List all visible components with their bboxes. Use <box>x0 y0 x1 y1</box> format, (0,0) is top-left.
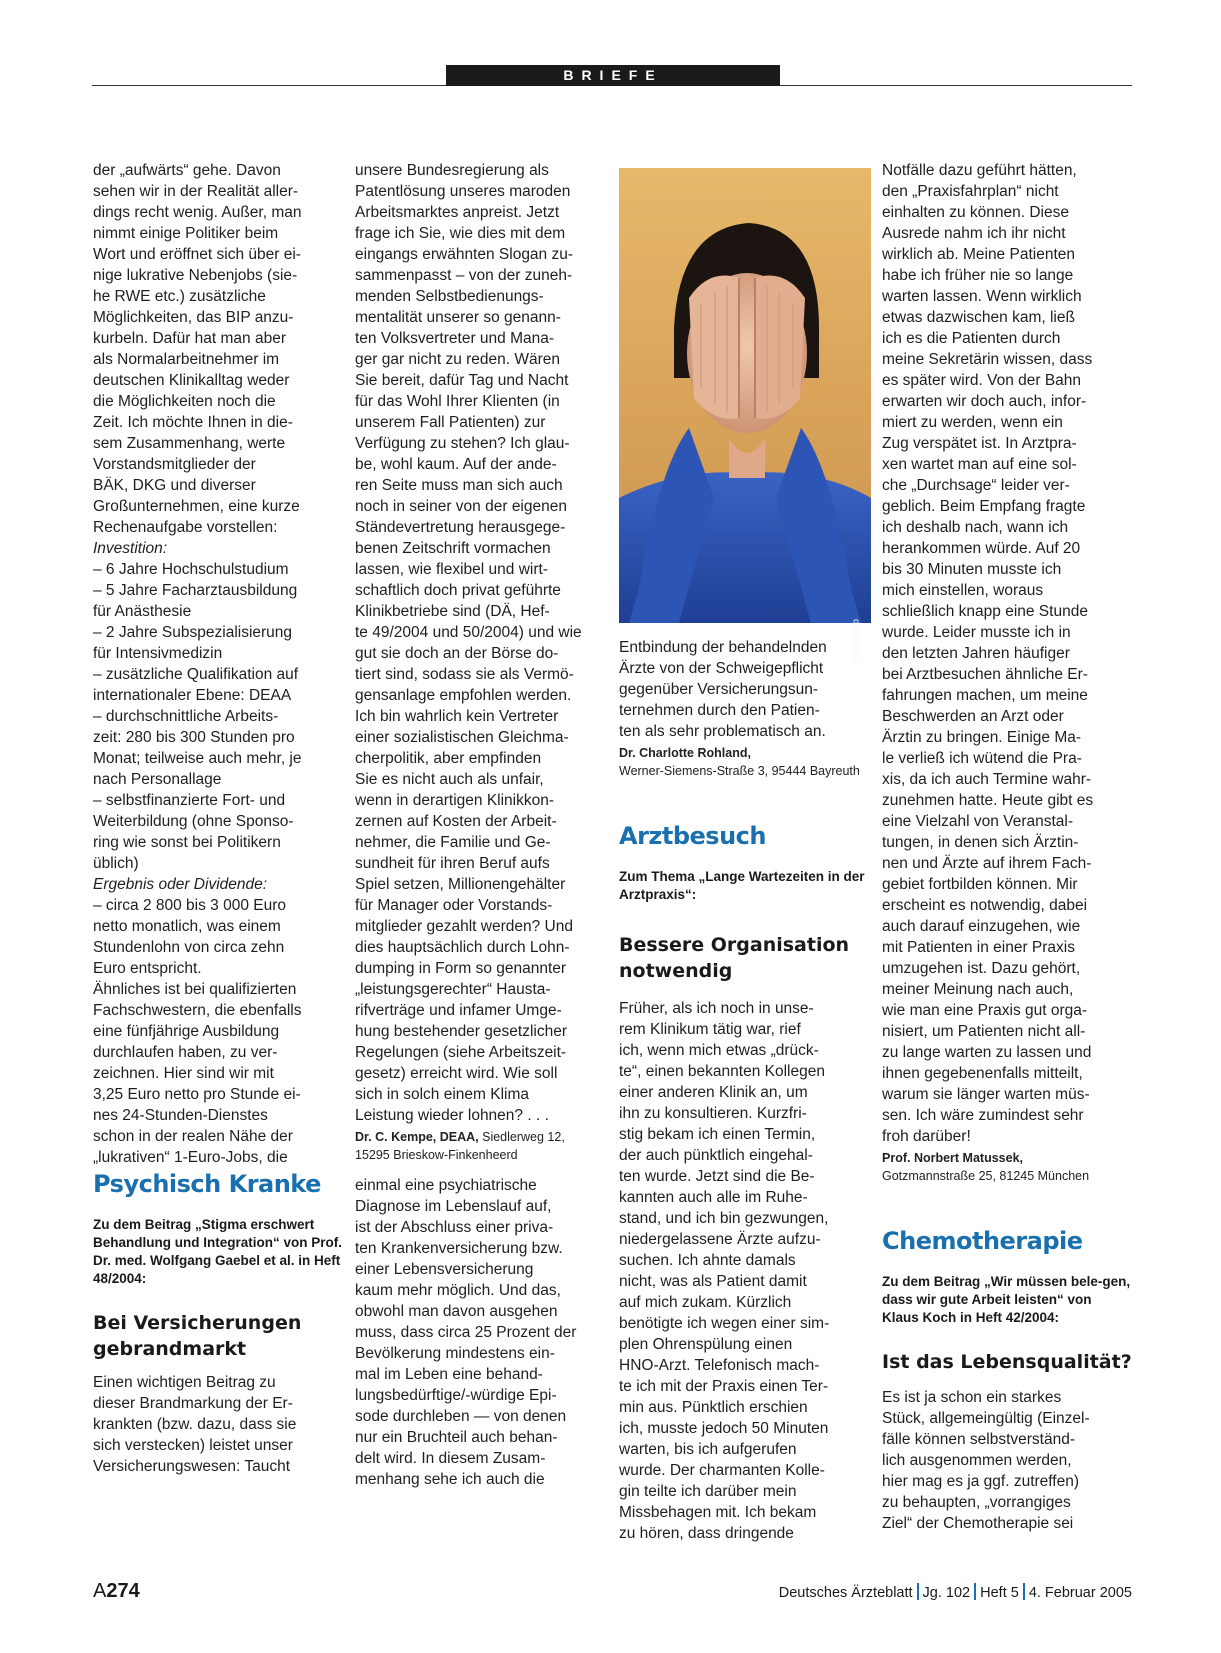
letter-col2 <box>355 160 605 1164</box>
text-line: kurbeln. Dafür hat man aber <box>93 330 286 347</box>
signature-address: Siedlerweg 12, <box>478 1130 565 1144</box>
text-line: noch in seiner von der eigenen <box>355 498 567 515</box>
investition-list <box>93 559 343 874</box>
text-line: Rechenaufgabe vorstellen: <box>93 519 278 536</box>
letter-headline: Bei Versicherungen gebrandmarkt <box>93 1312 302 1360</box>
covering-face-illustration <box>619 168 871 623</box>
text-line: dumping in Form so genannter <box>355 960 567 977</box>
text-line: deutschen Klinikalltag weder <box>93 372 290 389</box>
text-line: te ich mit der Praxis einen Ter- <box>619 1378 829 1395</box>
letter-headline: Bessere Organisation notwendig <box>619 934 850 982</box>
text-line: Sie bereit, dafür Tag und Nacht <box>355 372 569 389</box>
section-title-psychisch-kranke: Psychisch Kranke <box>93 1170 321 1198</box>
text-line: mich einstellen, woraus <box>882 582 1044 599</box>
text-line: miert zu werden, wenn ein <box>882 414 1063 431</box>
separator <box>974 1583 976 1600</box>
text-line: etwas dazwischen kam, ließ <box>882 309 1075 326</box>
text-line: froh darüber! <box>882 1128 971 1145</box>
text-line: – circa 2 800 bis 3 000 Euro <box>93 897 287 914</box>
text-line: Zug verspätet ist. In Arztpra- <box>882 435 1077 452</box>
journal-issue: Heft 5 <box>980 1585 1019 1601</box>
ergebnis-label: Ergebnis oder Dividende: <box>93 876 268 893</box>
letter-col1 <box>93 160 343 1168</box>
text-line: – 2 Jahre Subspezialisierung <box>93 624 293 641</box>
text-line: Ähnliches ist bei qualifizierten <box>93 981 297 998</box>
text-line: benötigte ich wegen einer sim- <box>619 1315 830 1332</box>
text-line: Ärztin zu bringen. Einige Ma- <box>882 729 1082 746</box>
text-line: delt wird. In diesem Zusam- <box>355 1450 546 1467</box>
text-line: Bevölkerung mindestens ein- <box>355 1345 555 1362</box>
col3-body <box>619 637 871 742</box>
text-line: Ständevertretung herausgege- <box>355 519 566 536</box>
text-line: sem Zusammenhang, werte <box>93 435 286 452</box>
text-line: dings recht wenig. Außer, man <box>93 204 302 221</box>
text-line: sich in solch einem Klima <box>355 1086 530 1103</box>
text-line: xen wartet man auf eine sol- <box>882 456 1077 473</box>
text-line: mitglieder gezahlt werden? Und <box>355 918 573 935</box>
text-line: gesetz) erreicht wird. Wie soll <box>355 1065 558 1082</box>
letter-col3 <box>619 637 871 1544</box>
text-line: benen Zeitschrift vormachen <box>355 540 551 557</box>
text-line: erscheint es notwendig, dabei <box>882 897 1088 914</box>
text-line: ist der Abschluss einer priva- <box>355 1219 554 1236</box>
text-line: einhalten zu können. Diese <box>882 204 1069 221</box>
text-line: es später wird. Von der Bahn <box>882 372 1082 389</box>
text-line: sehen wir in der Realität aller- <box>93 183 299 200</box>
text-line: eingangs erwähnten Slogan zu- <box>355 246 574 263</box>
text-line: sode durchleben — von denen <box>355 1408 567 1425</box>
text-line: Ärzte von der Schweigepflicht <box>619 660 824 677</box>
text-line: menhang sehe ich auch die <box>355 1471 545 1488</box>
text-line: Großunternehmen, eine kurze <box>93 498 300 515</box>
signature-kempe <box>355 1128 605 1146</box>
text-line: als Normalarbeitnehmer im <box>93 351 280 368</box>
text-line: gegenüber Versicherungsun- <box>619 681 819 698</box>
text-line: durchlaufen haben, zu ver- <box>93 1044 278 1061</box>
letter-headline: Ist das Lebensqualität? <box>882 1351 1132 1373</box>
text-line: niedergelassene Ärzte aufzu- <box>619 1231 821 1248</box>
text-line: Missbehagen mit. Ich bekam <box>619 1504 817 1521</box>
letter-body <box>93 1372 343 1477</box>
text-line: nen und Ärzte auf ihrem Fach- <box>882 855 1092 872</box>
text-line: min aus. Pünktlich erschien <box>619 1399 808 1416</box>
text-line: lungsbedürftige/-würdige Epi- <box>355 1387 557 1404</box>
letter-body <box>619 998 871 1544</box>
text-line: für Anästhesie <box>93 603 192 620</box>
text-line: – 6 Jahre Hochschulstudium <box>93 561 289 578</box>
text-line: geblich. Beim Empfang fragte <box>882 498 1086 515</box>
text-line: ihnen gegebenenfalls mitteilt, <box>882 1065 1083 1082</box>
text-line: Diagnose im Lebenslauf auf, <box>355 1198 552 1215</box>
section-title-arztbesuch: Arztbesuch <box>619 822 766 850</box>
text-line: erwarten wir doch auch, infor- <box>882 393 1087 410</box>
signature-address: Werner-Siemens-Straße 3, 95444 Bayreuth <box>619 764 860 778</box>
text-line: ren Seite muss man sich auch <box>355 477 563 494</box>
letter-col4 <box>882 160 1132 1534</box>
text-line: zu lange warten zu lassen und <box>882 1044 1092 1061</box>
text-line: ternehmen durch den Patien- <box>619 702 820 719</box>
separator <box>917 1583 919 1600</box>
text-line: ten Krankenversicherung bzw. <box>355 1240 563 1257</box>
text-line: rifverträge und infamer Umge- <box>355 1002 562 1019</box>
text-line: mentalität unserer so genann- <box>355 309 561 326</box>
text-line: Vorstandsmitglieder der <box>93 456 256 473</box>
letter-body <box>882 1387 1132 1534</box>
text-line: – zusätzliche Qualifikation auf <box>93 666 299 683</box>
signature-name: Dr. C. Kempe, DEAA, <box>355 1130 479 1144</box>
text-line: zernen auf Kosten der Arbeit- <box>355 813 557 830</box>
col1-body <box>93 160 343 538</box>
text-line: sammenpasst – von der zuneh- <box>355 267 573 284</box>
text-line: hier mag es ja ggf. zutreffen) <box>882 1473 1080 1490</box>
text-line: eine fünfjährige Ausbildung <box>93 1023 280 1040</box>
section-intro: Zum Thema „Lange Wartezeiten in der Arztpraxis“: <box>619 869 865 902</box>
text-line: wurde. Leider musste ich in <box>882 624 1071 641</box>
text-line: Zeit. Ich möchte Ihnen in die- <box>93 414 293 431</box>
text-line: dies hauptsächlich durch Lohn- <box>355 939 570 956</box>
text-line: ten Volksvertreter und Mana- <box>355 330 555 347</box>
text-line: wie man eine Praxis gut orga- <box>882 1002 1088 1019</box>
text-line: gensanlage empfohlen werden. <box>355 687 572 704</box>
signature-address: Gotzmannstraße 25, 81245 München <box>882 1169 1090 1183</box>
text-line: eine Vielzahl von Veranstal- <box>882 813 1074 830</box>
text-line: schließlich knapp eine Stunde <box>882 603 1088 620</box>
text-line: ich, wenn mich etwas „drück- <box>619 1042 819 1059</box>
journal-date: 4. Februar 2005 <box>1028 1585 1132 1601</box>
text-line: BÄK, DKG und diverser <box>93 477 256 494</box>
text-line: warten lassen. Wenn wirklich <box>882 288 1082 305</box>
text-line: nes 24-Stunden-Dienstes <box>93 1107 268 1124</box>
text-line: xis, da ich auch Termine wahr- <box>882 771 1092 788</box>
text-line: sundheit für ihren Beruf aufs <box>355 855 550 872</box>
text-line: Fachschwestern, die ebenfalls <box>93 1002 302 1019</box>
text-line: Ich bin wahrlich kein Vertreter <box>355 708 559 725</box>
col2-bottom-body <box>355 1175 605 1490</box>
text-line: kannten auch alle im Ruhe- <box>619 1189 808 1206</box>
text-line: gin teilte ich darüber mein <box>619 1483 797 1500</box>
text-line: umzugehen ist. Dazu gehört, <box>882 960 1081 977</box>
text-line: – 5 Jahre Facharztausbildung <box>93 582 298 599</box>
text-line: Einen wichtigen Beitrag zu <box>93 1374 276 1391</box>
text-line: sen. Ich wäre zumindest sehr <box>882 1107 1084 1124</box>
col4-body <box>882 160 1132 1147</box>
text-line: ich deshalb nach, wann ich <box>882 519 1069 536</box>
signature-rohland <box>619 744 871 762</box>
text-line: Wort und eröffnet sich über ei- <box>93 246 301 263</box>
text-line: bei Arztbesuchen ähnliche Er- <box>882 666 1088 683</box>
text-line: Arbeitsmarktes anpreist. Jetzt <box>355 204 560 221</box>
text-line: stand, und ich bin gezwungen, <box>619 1210 829 1227</box>
text-line: he RWE etc.) zusätzliche <box>93 288 266 305</box>
text-line: Leistung wieder lohnen? . . . <box>355 1107 549 1124</box>
text-line: nisiert, um Patienten nicht all- <box>882 1023 1086 1040</box>
text-line: den letzten Jahren häufiger <box>882 645 1070 662</box>
journal-name: Deutsches Ärzteblatt <box>778 1585 913 1601</box>
signature-address-line2: 15295 Brieskow-Finkenheerd <box>355 1148 518 1162</box>
text-line: bis 30 Minuten musste ich <box>882 561 1062 578</box>
text-line: – selbstfinanzierte Fort- und <box>93 792 286 809</box>
text-line: meine Sekretärin wissen, dass <box>882 351 1093 368</box>
text-line: lich ausgenommen werden, <box>882 1452 1072 1469</box>
text-line: fälle können selbstverständ- <box>882 1431 1076 1448</box>
section-psychisch-kranke <box>93 1170 343 1477</box>
text-line: für Intensivmedizin <box>93 645 223 662</box>
text-line: nach Personallage <box>93 771 222 788</box>
text-line: Monat; teilweise auch mehr, je <box>93 750 302 767</box>
col2-body <box>355 160 605 1126</box>
text-line: ring wie sonst bei Politikern <box>93 834 281 851</box>
text-line: zu hören, dass dringende <box>619 1525 794 1542</box>
text-line: muss, dass circa 25 Prozent der <box>355 1324 577 1341</box>
text-line: nicht, was als Patient damit <box>619 1273 807 1290</box>
text-line: internationaler Ebene: DEAA <box>93 687 292 704</box>
text-line: warum sie länger warten müs- <box>882 1086 1090 1103</box>
text-line: unserem Fall Patienten) zur <box>355 414 546 431</box>
text-line: habe ich früher nie so lange <box>882 267 1074 284</box>
text-line: einer sozialistischen Gleichma- <box>355 729 569 746</box>
journal-volume: Jg. 102 <box>922 1585 971 1601</box>
signature-name: Dr. Charlotte Rohland, <box>619 746 751 760</box>
text-line: Euro entspricht. <box>93 960 202 977</box>
text-line: te 49/2004 und 50/2004) und wie <box>355 624 582 641</box>
text-line: Patentlösung unseres maroden <box>355 183 571 200</box>
text-line: der auch pünktlich eingehal- <box>619 1147 813 1164</box>
text-line: wenn in derartigen Klinikkon- <box>355 792 555 809</box>
signature-name: Prof. Norbert Matussek, <box>882 1151 1024 1165</box>
text-line: tungen, in denen sich Ärztin- <box>882 834 1079 851</box>
journal-footer <box>779 1583 1132 1601</box>
text-line: ten als sehr problematisch an. <box>619 723 826 740</box>
text-line: Sie es nicht auch als unfair, <box>355 771 544 788</box>
text-line: den „Praxisfahrplan“ nicht <box>882 183 1059 200</box>
text-line: einer Lebensversicherung <box>355 1261 534 1278</box>
text-line: hung bestehender gesetzlicher <box>355 1023 567 1040</box>
text-line: zeichnen. Hier sind wir mit <box>93 1065 274 1082</box>
ergebnis-list <box>93 895 343 1168</box>
text-line: ich es die Patienten durch <box>882 330 1061 347</box>
text-line: nehmer, die Familie und Ge- <box>355 834 551 851</box>
signature-matussek <box>882 1149 1132 1167</box>
text-line: rem Klinikum tätig war, rief <box>619 1021 801 1038</box>
text-line: gut sie doch an der Börse do- <box>355 645 559 662</box>
text-line: Ziel“ der Chemotherapie sei <box>882 1515 1074 1532</box>
text-line: le verließ ich wütend die Pra- <box>882 750 1082 767</box>
section-intro: Zu dem Beitrag „Stigma erschwert Behandlung und Integration“ von Prof. Dr. med. Wolfgang Gaebel et al. in Heft 48/2004: <box>93 1217 342 1286</box>
text-line: Regelungen (siehe Arbeitszeit- <box>355 1044 567 1061</box>
text-line: lassen, wie flexibel und wirt- <box>355 561 548 578</box>
text-line: Stundenlohn von circa zehn <box>93 939 285 956</box>
text-line: che „Durchsage“ leider ver- <box>882 477 1070 494</box>
text-line: sich verstecken) leistet unser <box>93 1437 293 1454</box>
text-line: „lukrativen“ 1-Euro-Jobs, die <box>93 1149 288 1166</box>
text-line: schaftlich doch privat geführte <box>355 582 561 599</box>
text-line: ich, musste jedoch 50 Minuten <box>619 1420 829 1437</box>
text-line: üblich) <box>93 855 139 872</box>
text-line: mit Patienten in einer Praxis <box>882 939 1075 956</box>
text-line: Stück, allgemeingültig (Einzel- <box>882 1410 1090 1427</box>
text-line: cherpolitik, aber empfinden <box>355 750 542 767</box>
section-header: BRIEFE <box>446 65 780 86</box>
page-number-value: 274 <box>106 1580 140 1602</box>
text-line: Verfügung zu stehen? Ich glau- <box>355 435 570 452</box>
text-line: auch darauf einzugehen, wie <box>882 918 1081 935</box>
text-line: unsere Bundesregierung als <box>355 162 549 179</box>
separator <box>1023 1583 1025 1600</box>
section-intro: Zu dem Beitrag „Wir müssen bele-gen, dass wir gute Arbeit leisten“ von Klaus Koch in Heft 42/2004: <box>882 1274 1131 1325</box>
text-line: Beschwerden an Arzt oder <box>882 708 1064 725</box>
text-line: meiner Meinung nach auch, <box>882 981 1074 998</box>
text-line: krankten (bzw. dazu, dass sie <box>93 1416 297 1433</box>
text-line: frage ich Sie, wie dies mit dem <box>355 225 566 242</box>
text-line: zeit: 280 bis 300 Stunden pro <box>93 729 295 746</box>
text-line: tiert sind, sodass sie als Vermö- <box>355 666 574 683</box>
text-line: einmal eine psychiatrische <box>355 1177 537 1194</box>
text-line: Möglichkeiten, das BIP anzu- <box>93 309 294 326</box>
text-line: – durchschnittliche Arbeits- <box>93 708 279 725</box>
text-line: Es ist ja schon ein starkes <box>882 1389 1062 1406</box>
text-line: ten wurde. Jetzt sind die Be- <box>619 1168 815 1185</box>
text-line: stig bekam ich einen Termin, <box>619 1126 816 1143</box>
text-line: plen Ohrenspülung einen <box>619 1336 793 1353</box>
investition-label: Investition: <box>93 540 168 557</box>
text-line: ihn zu konsultieren. Kurzfri- <box>619 1105 807 1122</box>
text-line: Klinikbetriebe sind (DÄ, Hef- <box>355 603 550 620</box>
text-line: Versicherungswesen: Taucht <box>93 1458 291 1475</box>
text-line: fahrungen machen, um meine <box>882 687 1088 704</box>
text-line: Weiterbildung (ohne Sponso- <box>93 813 294 830</box>
text-line: herankommen würde. Auf 20 <box>882 540 1081 557</box>
section-title-chemotherapie: Chemotherapie <box>882 1227 1083 1255</box>
text-line: Spiel setzen, Millionengehälter <box>355 876 566 893</box>
text-line: dieser Brandmarkung der Er- <box>93 1395 293 1412</box>
text-line: der „aufwärts“ gehe. Davon <box>93 162 281 179</box>
text-line: für Manager oder Vorstands- <box>355 897 553 914</box>
text-line: Entbindung der behandelnden <box>619 639 827 656</box>
text-line: HNO-Arzt. Telefonisch mach- <box>619 1357 820 1374</box>
text-line: wirklich ab. Meine Patienten <box>882 246 1075 263</box>
text-line: die Möglichkeiten noch die <box>93 393 276 410</box>
page-prefix: A <box>93 1580 107 1602</box>
text-line: te“, einen bekannten Kollegen <box>619 1063 825 1080</box>
text-line: Notfälle dazu geführt hätten, <box>882 162 1077 179</box>
text-line: zunehmen hatte. Heute gibt es <box>882 792 1094 809</box>
text-line: „leistungsgerechter“ Hausta- <box>355 981 551 998</box>
text-line: nige lukrative Nebenjobs (sie- <box>93 267 298 284</box>
text-line: be, wohl kaum. Auf der ande- <box>355 456 557 473</box>
photo-credit: Foto: Caro <box>851 619 861 662</box>
text-line: gebiet fortbilden können. Mir <box>882 876 1078 893</box>
text-line: ger gar nicht zu reden. Wären <box>355 351 561 368</box>
text-line: zu behaupten, „vorrangiges <box>882 1494 1071 1511</box>
text-line: Früher, als ich noch in unse- <box>619 1000 814 1017</box>
text-line: nimmt einige Politiker beim <box>93 225 279 242</box>
text-line: für das Wohl Ihrer Klienten (in <box>355 393 560 410</box>
text-line: wurde. Der charmanten Kolle- <box>619 1462 825 1479</box>
text-line: 3,25 Euro netto pro Stunde ei- <box>93 1086 301 1103</box>
text-line: menden Selbstbedienungs- <box>355 288 544 305</box>
text-line: warten, bis ich aufgerufen <box>619 1441 797 1458</box>
text-line: schon in der realen Nähe der <box>93 1128 293 1145</box>
text-line: kaum mehr möglich. Und das, <box>355 1282 561 1299</box>
page-number <box>93 1580 140 1603</box>
text-line: auf mich zukam. Kürzlich <box>619 1294 792 1311</box>
text-line: netto monatlich, was einem <box>93 918 281 935</box>
text-line: einer anderen Klinik an, um <box>619 1084 808 1101</box>
text-line: obwohl man davon ausgehen <box>355 1303 558 1320</box>
text-line: suchen. Ich ahnte damals <box>619 1252 796 1269</box>
text-line: mal im Leben eine behand- <box>355 1366 543 1383</box>
text-line: nur ein Bruchteil auch behan- <box>355 1429 558 1446</box>
text-line: Ausrede nahm ich ihr nicht <box>882 225 1066 242</box>
